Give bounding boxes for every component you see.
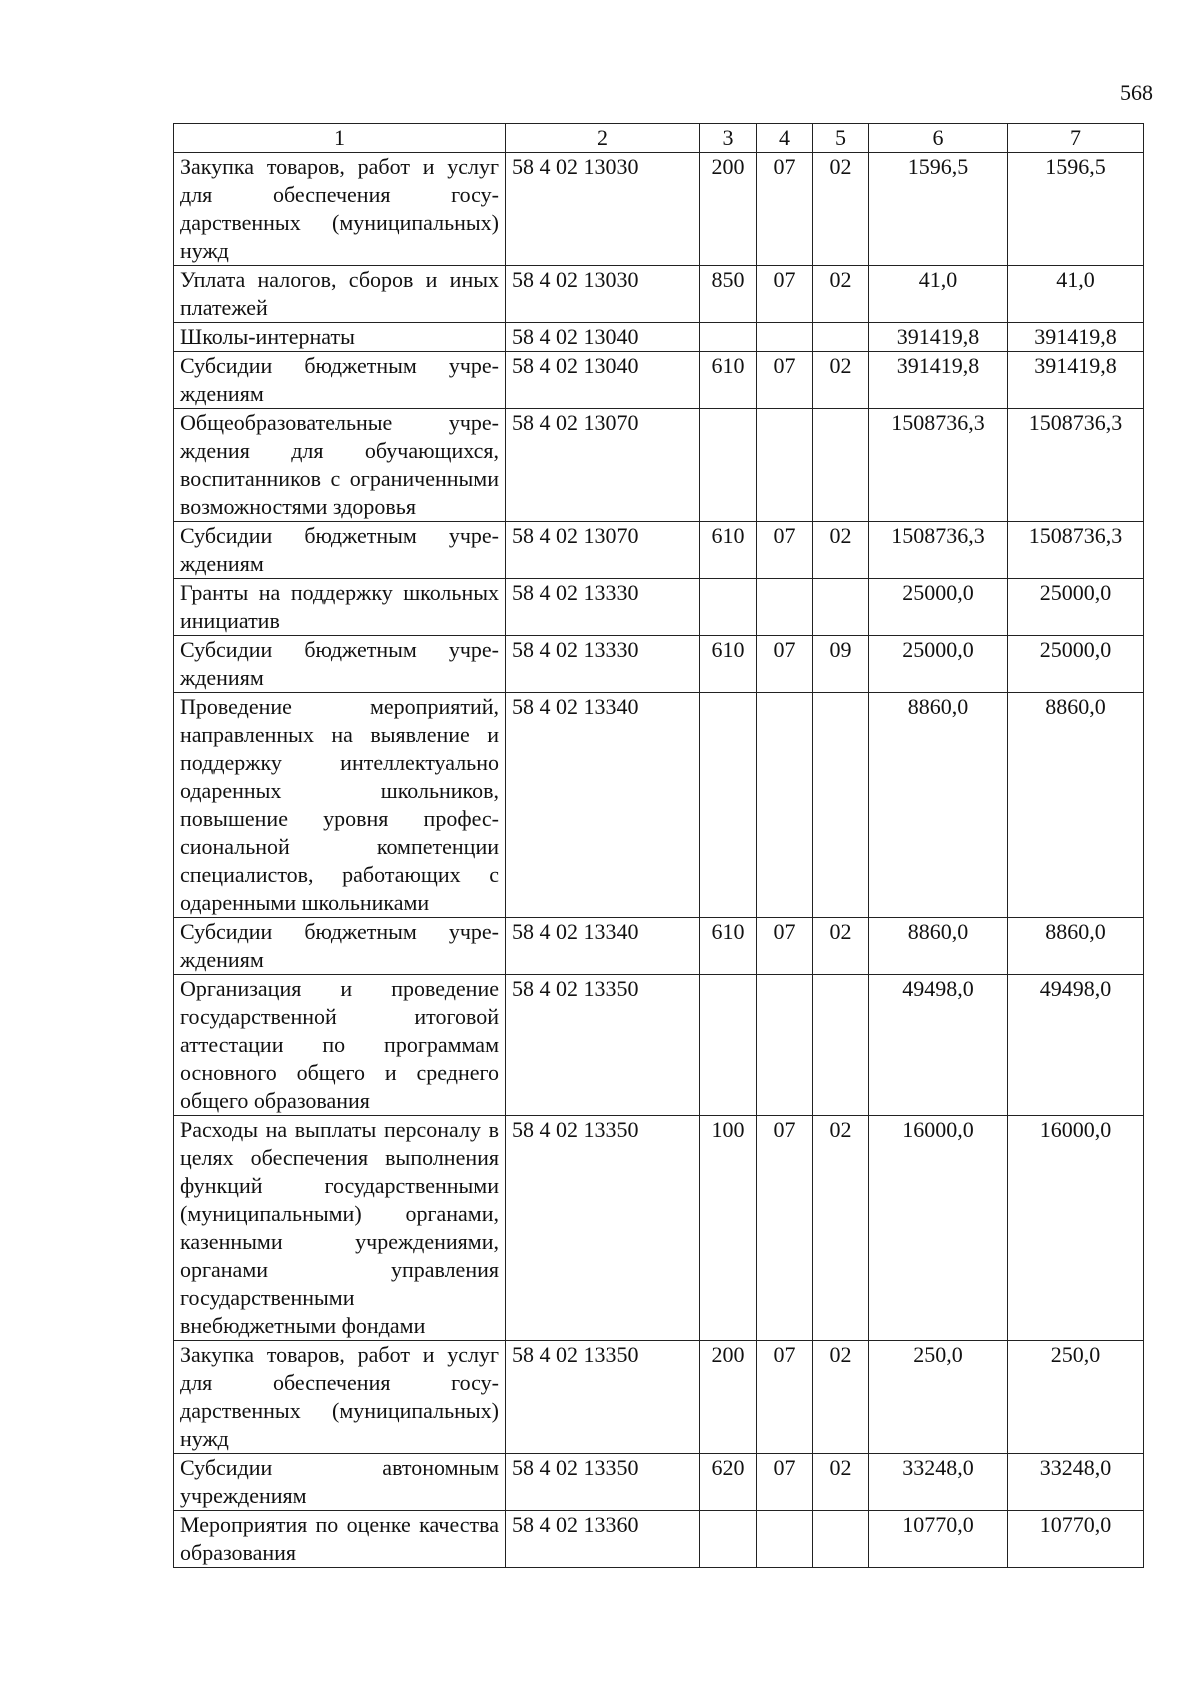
table-row — [174, 579, 1144, 636]
row-col-6: 391419,8 — [869, 352, 1008, 409]
row-col-5: 02 — [813, 352, 869, 409]
table-row — [174, 1454, 1144, 1511]
row-col-5: 02 — [813, 266, 869, 323]
row-name: Субсидии бюджетным учреждениям — [174, 522, 506, 579]
row-code: 58 4 02 13350 — [506, 1116, 700, 1341]
row-col-5: 02 — [813, 1341, 869, 1454]
table-body — [174, 153, 1144, 1568]
row-col-5: 02 — [813, 1116, 869, 1341]
row-col-3: 100 — [700, 1116, 757, 1341]
row-col-4: 07 — [757, 522, 813, 579]
row-col-4 — [757, 1511, 813, 1568]
table-row — [174, 266, 1144, 323]
row-col-7: 391419,8 — [1008, 323, 1144, 352]
row-code: 58 4 02 13340 — [506, 918, 700, 975]
row-name: Общеобразовательные учреждения для обучающихся, воспитанников с ограниченными возможностями здоровья — [174, 409, 506, 522]
row-code: 58 4 02 13070 — [506, 522, 700, 579]
row-col-7: 16000,0 — [1008, 1116, 1144, 1341]
row-col-4: 07 — [757, 918, 813, 975]
row-col-7: 25000,0 — [1008, 636, 1144, 693]
row-col-3 — [700, 1511, 757, 1568]
row-code: 58 4 02 13070 — [506, 409, 700, 522]
row-col-7: 391419,8 — [1008, 352, 1144, 409]
row-name: Расходы на выплаты персоналу в целях обеспечения выполнения функций государственными (муниципальными) органами, казенными учреждениями, органами управления государственными внебюджетными фондами — [174, 1116, 506, 1341]
row-col-7: 1508736,3 — [1008, 522, 1144, 579]
row-col-6: 10770,0 — [869, 1511, 1008, 1568]
row-col-6: 1508736,3 — [869, 522, 1008, 579]
row-name: Организация и проведение государственной итоговой аттестации по программам основного общего и среднего общего образования — [174, 975, 506, 1116]
row-col-3: 610 — [700, 522, 757, 579]
row-col-3 — [700, 409, 757, 522]
table-row — [174, 693, 1144, 918]
row-col-4: 07 — [757, 636, 813, 693]
table-row — [174, 323, 1144, 352]
row-col-5: 02 — [813, 153, 869, 266]
header-row — [174, 124, 1144, 153]
row-col-4 — [757, 323, 813, 352]
row-col-7: 1508736,3 — [1008, 409, 1144, 522]
row-col-5: 02 — [813, 522, 869, 579]
table-row — [174, 352, 1144, 409]
row-col-7: 10770,0 — [1008, 1511, 1144, 1568]
row-col-5: 02 — [813, 1454, 869, 1511]
row-col-7: 25000,0 — [1008, 579, 1144, 636]
row-col-5 — [813, 323, 869, 352]
row-col-5 — [813, 975, 869, 1116]
table-row — [174, 1341, 1144, 1454]
row-col-5 — [813, 409, 869, 522]
row-col-3: 850 — [700, 266, 757, 323]
header-col-7: 7 — [1008, 124, 1144, 153]
row-col-6: 8860,0 — [869, 693, 1008, 918]
row-col-4: 07 — [757, 266, 813, 323]
row-col-4 — [757, 693, 813, 918]
row-col-3: 200 — [700, 1341, 757, 1454]
row-col-4: 07 — [757, 1341, 813, 1454]
row-col-4: 07 — [757, 1116, 813, 1341]
row-code: 58 4 02 13030 — [506, 153, 700, 266]
row-name: Субсидии бюджетным учреждениям — [174, 636, 506, 693]
row-col-7: 8860,0 — [1008, 693, 1144, 918]
row-col-7: 250,0 — [1008, 1341, 1144, 1454]
row-code: 58 4 02 13360 — [506, 1511, 700, 1568]
table-row — [174, 636, 1144, 693]
row-col-6: 41,0 — [869, 266, 1008, 323]
row-col-7: 33248,0 — [1008, 1454, 1144, 1511]
row-col-3: 200 — [700, 153, 757, 266]
row-col-6: 33248,0 — [869, 1454, 1008, 1511]
row-col-4 — [757, 975, 813, 1116]
row-col-6: 16000,0 — [869, 1116, 1008, 1341]
row-name: Мероприятия по оценке качества образования — [174, 1511, 506, 1568]
row-name: Субсидии автономным учреждениям — [174, 1454, 506, 1511]
row-col-3: 610 — [700, 636, 757, 693]
row-col-6: 391419,8 — [869, 323, 1008, 352]
row-name: Школы-интернаты — [174, 323, 506, 352]
row-name: Уплата налогов, сборов и иных платежей — [174, 266, 506, 323]
row-col-7: 1596,5 — [1008, 153, 1144, 266]
row-col-6: 250,0 — [869, 1341, 1008, 1454]
row-code: 58 4 02 13350 — [506, 1454, 700, 1511]
row-col-4 — [757, 579, 813, 636]
header-col-2: 2 — [506, 124, 700, 153]
row-col-3 — [700, 323, 757, 352]
table-row — [174, 1116, 1144, 1341]
row-col-5 — [813, 579, 869, 636]
row-col-4: 07 — [757, 153, 813, 266]
row-name: Закупка товаров, работ и услуг для обеспечения государственных (муниципальных) нужд — [174, 1341, 506, 1454]
header-col-5: 5 — [813, 124, 869, 153]
header-col-6: 6 — [869, 124, 1008, 153]
page-number: 568 — [1120, 80, 1153, 105]
row-col-6: 1596,5 — [869, 153, 1008, 266]
row-col-5: 02 — [813, 918, 869, 975]
row-code: 58 4 02 13040 — [506, 323, 700, 352]
row-col-6: 8860,0 — [869, 918, 1008, 975]
table-row — [174, 522, 1144, 579]
row-code: 58 4 02 13040 — [506, 352, 700, 409]
row-code: 58 4 02 13030 — [506, 266, 700, 323]
row-col-3: 610 — [700, 918, 757, 975]
row-col-6: 49498,0 — [869, 975, 1008, 1116]
row-col-6: 25000,0 — [869, 636, 1008, 693]
row-code: 58 4 02 13330 — [506, 636, 700, 693]
budget-table — [173, 123, 1144, 1568]
table-row — [174, 409, 1144, 522]
header-col-1: 1 — [174, 124, 506, 153]
row-code: 58 4 02 13330 — [506, 579, 700, 636]
row-code: 58 4 02 13350 — [506, 1341, 700, 1454]
row-col-5 — [813, 1511, 869, 1568]
row-col-4: 07 — [757, 1454, 813, 1511]
row-name: Гранты на поддержку школьных инициатив — [174, 579, 506, 636]
header-col-4: 4 — [757, 124, 813, 153]
header-col-3: 3 — [700, 124, 757, 153]
row-name: Субсидии бюджетным учреждениям — [174, 918, 506, 975]
row-col-7: 49498,0 — [1008, 975, 1144, 1116]
row-code: 58 4 02 13340 — [506, 693, 700, 918]
row-col-5 — [813, 693, 869, 918]
row-col-3 — [700, 579, 757, 636]
row-name: Субсидии бюджетным учреждениям — [174, 352, 506, 409]
row-col-3 — [700, 975, 757, 1116]
row-col-4: 07 — [757, 352, 813, 409]
row-col-3 — [700, 693, 757, 918]
row-col-6: 25000,0 — [869, 579, 1008, 636]
table-row — [174, 153, 1144, 266]
row-name: Проведение мероприятий, направленных на выявление и поддержку интеллектуально одаренных школьников, повышение уровня профессиональной компетенции специалистов, работающих с одаренными школьниками — [174, 693, 506, 918]
table-row — [174, 1511, 1144, 1568]
row-name: Закупка товаров, работ и услуг для обеспечения государственных (муниципальных) нужд — [174, 153, 506, 266]
row-col-5: 09 — [813, 636, 869, 693]
row-code: 58 4 02 13350 — [506, 975, 700, 1116]
row-col-7: 8860,0 — [1008, 918, 1144, 975]
row-col-7: 41,0 — [1008, 266, 1144, 323]
row-col-4 — [757, 409, 813, 522]
row-col-3: 620 — [700, 1454, 757, 1511]
row-col-6: 1508736,3 — [869, 409, 1008, 522]
table-row — [174, 975, 1144, 1116]
table-row — [174, 918, 1144, 975]
row-col-3: 610 — [700, 352, 757, 409]
